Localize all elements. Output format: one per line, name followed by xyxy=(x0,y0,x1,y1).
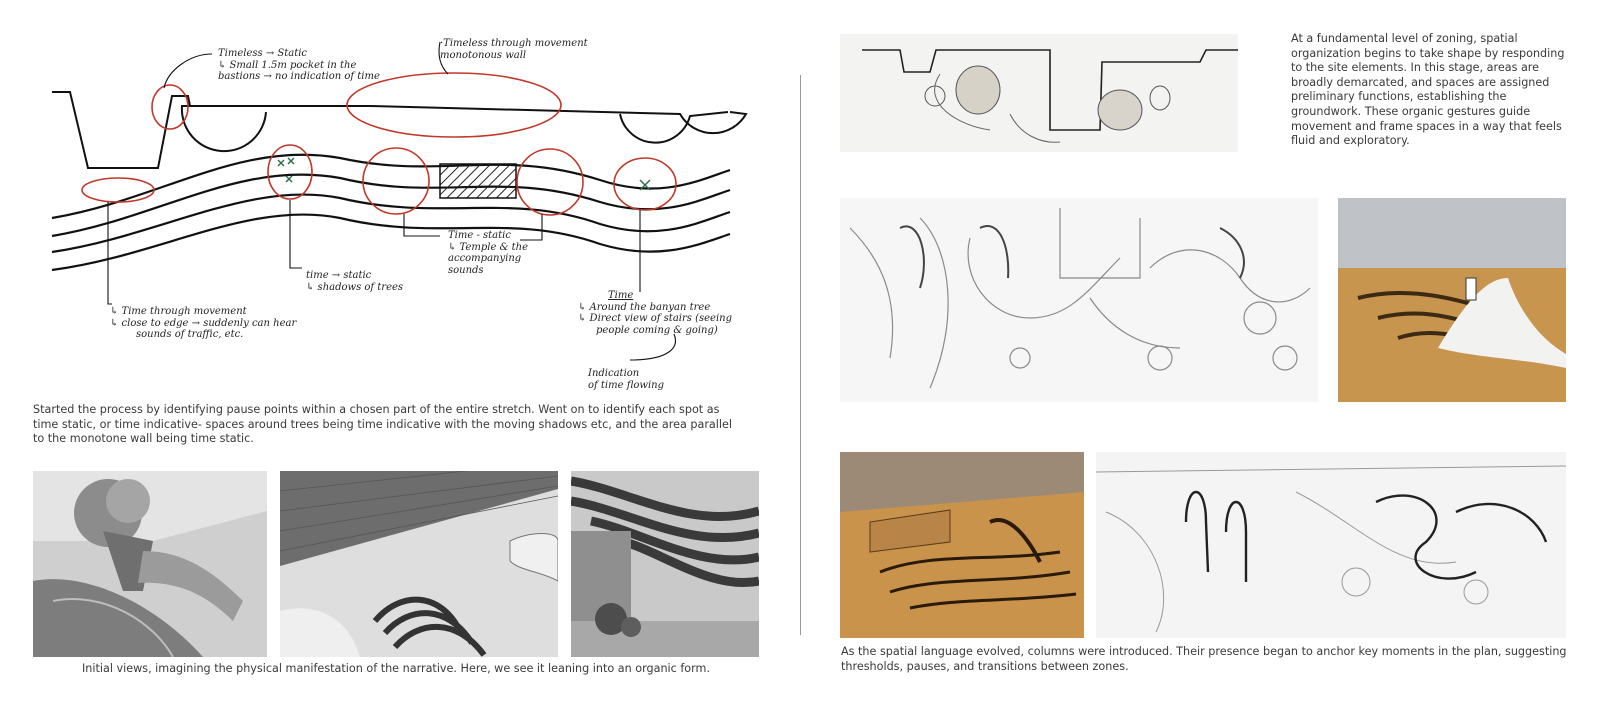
note-line: ↳ Small 1.5m pocket in the xyxy=(218,59,357,71)
note-line: ↳ Direct view of stairs (seeing xyxy=(578,313,732,324)
column-plan-sketch xyxy=(1096,452,1566,638)
note-line: ↳ close to edge → suddenly can hear xyxy=(110,317,297,329)
model-photo-cardboard xyxy=(840,452,1084,638)
note-line: sounds xyxy=(448,264,484,276)
note-temple xyxy=(448,230,588,276)
note-timeless-movement xyxy=(440,38,640,61)
note-line: ·Timeless through movement xyxy=(440,38,588,49)
model-photo-white-form xyxy=(1338,198,1566,402)
note-line: Time - static xyxy=(448,230,511,241)
note-line: Timeless → Static xyxy=(218,48,308,59)
note-line: monotonous wall xyxy=(440,49,527,61)
note-line: sounds of traffic, etc. xyxy=(136,329,244,340)
note-line: Indication xyxy=(588,368,640,379)
right-caption-top: At a fundamental level of zoning, spatial organization begins to take shape by responding to the site elements. In this stage, areas are broadly demarcated, and spaces are assigned preliminary functions, establishing the groundwork. These organic gestures guide movement and frame spaces in a way that feels fluid and exploratory. xyxy=(1291,32,1565,148)
left-caption-top: Started the process by identifying pause points within a chosen part of the entire stretch. Went on to identify each spot as time static, or time indicative- spaces around trees being time indicative with the moving shadows etc, and the area parallel to the monotone wall being time static. xyxy=(33,403,732,446)
note-banyan xyxy=(578,290,768,336)
note-tree-shadows xyxy=(306,270,446,293)
page-divider xyxy=(800,75,801,635)
pencil-render-tree-wall xyxy=(33,471,267,657)
note-time-flowing xyxy=(588,368,708,391)
note-line: ↳ Around the banyan tree xyxy=(578,301,711,313)
note-line: accompanying xyxy=(448,253,522,264)
note-line: bastions → no indication of time xyxy=(218,71,380,82)
note-line: time → static xyxy=(306,270,372,281)
pencil-render-pergola xyxy=(571,471,759,657)
note-timeless-static xyxy=(218,48,438,83)
left-caption-bottom: Initial views, imagining the physical manifestation of the narrative. Here, we see it leaning into an organic form. xyxy=(81,662,711,675)
note-line: ↳ Time through movement xyxy=(110,306,247,317)
zoning-sketch xyxy=(840,34,1238,152)
note-line: people coming & going) xyxy=(596,324,718,336)
right-caption-bottom: As the spatial language evolved, columns were introduced. Their presence began to anchor key moments in the plan, suggesting thresholds, pauses, and transitions between zones. xyxy=(841,645,1567,673)
note-line: ↳ Temple & the xyxy=(448,241,529,253)
contour-plan-sketch xyxy=(840,198,1318,402)
narrative-sketch xyxy=(40,30,760,400)
note-time-movement xyxy=(110,306,340,341)
note-title: Time xyxy=(608,290,634,301)
pencil-render-striped-bench xyxy=(280,471,558,657)
note-line: ↳ shadows of trees xyxy=(306,281,404,293)
note-line: of time flowing xyxy=(588,379,664,391)
